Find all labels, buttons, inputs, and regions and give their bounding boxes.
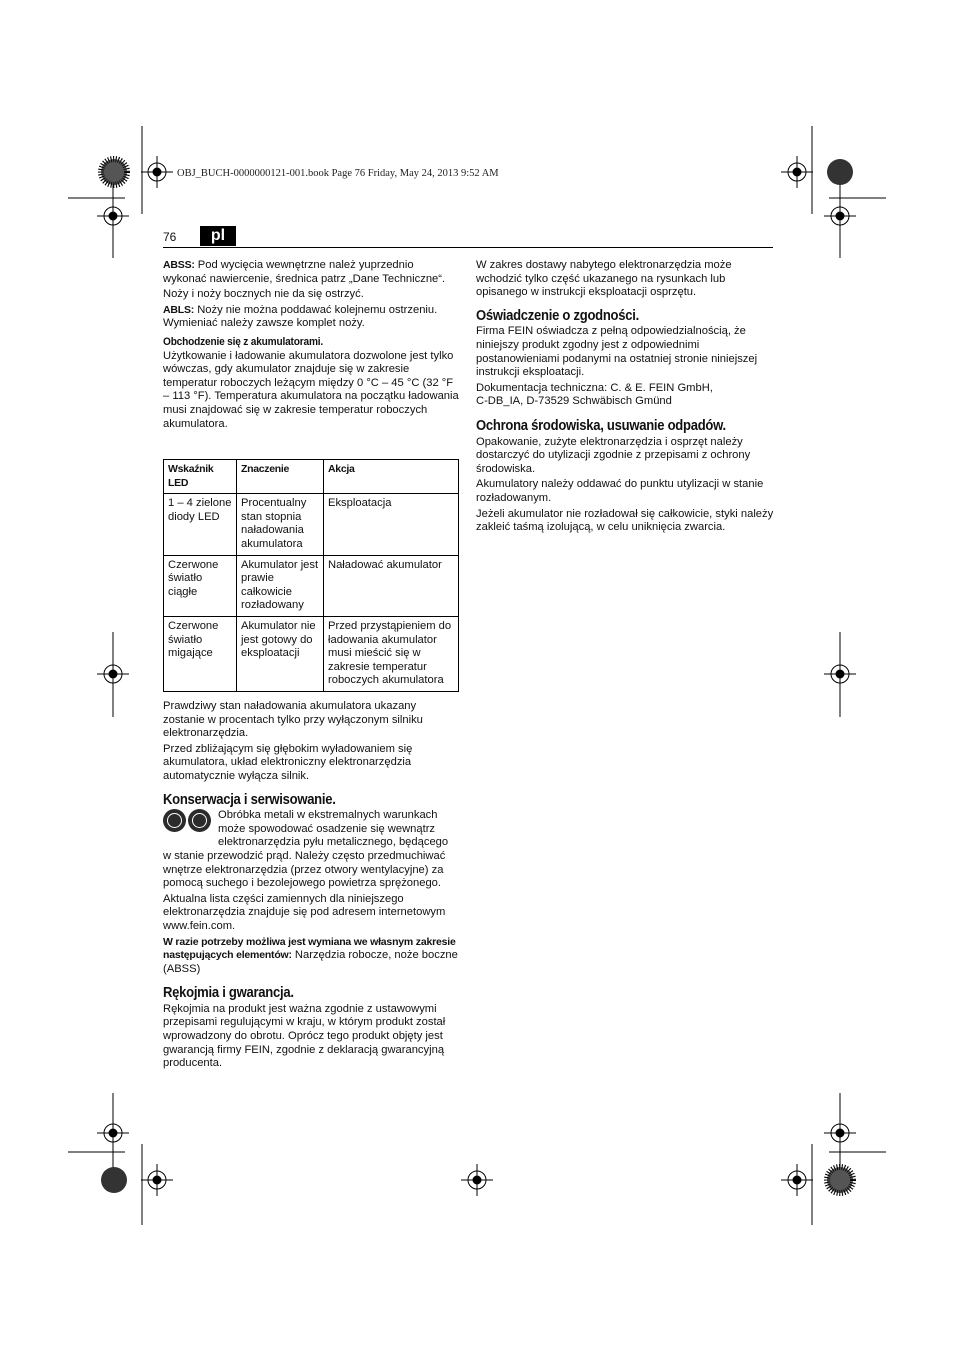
battery-paragraph: Użytkowanie i ładowanie akumulatora dozwolone jest tylko wówczas, gdy akumulator znajduje się w zakresie temperatur roboczych leżącym między 0 °C – 45 °C (32 °F – 113 °F). Temperatura akumulatora na początku ładowania musi znajdować się w zakresie temperatur roboczych akumulatora.: [163, 349, 459, 430]
table-cell: Czerwone światło migające: [164, 616, 237, 691]
abss-text: Pod wycięcia wewnętrzne należ yuprzednio wykonać nawiercenie, średnica patrz „Dane Techniczne“.: [163, 259, 446, 285]
charge-state-paragraph: Prawdziwy stan naładowania akumulatora ukazany zostanie w procentach tylko przy wyłączonym silniku elektronarzędzia.: [163, 700, 423, 740]
environment-paragraph-3: Jeżeli akumulator nie rozładował się całkowicie, styki należy zakleić taśmą izolującą, w celu uniknięcia zwarcia.: [476, 507, 774, 534]
language-tab: pl: [200, 226, 236, 246]
right-column: [476, 259, 774, 537]
header-rule: [163, 247, 773, 248]
abss-paragraph: [163, 259, 459, 286]
table-cell: Akumulator nie jest gotowy do eksploatacji: [237, 616, 324, 691]
knives-paragraph: Noży i noży bocznych nie da się ostrzyć.: [163, 288, 364, 301]
conformity-heading: Oświadczenie o zgodności.: [476, 307, 639, 324]
table-cell: Akumulator jest prawie całkowicie rozładowany: [237, 555, 324, 616]
environment-paragraph-2: Akumulatory należy oddawać do punktu utylizacji w stanie rozładowanym.: [476, 478, 764, 504]
abls-label: ABLS:: [163, 303, 195, 316]
abss-label: ABSS:: [163, 259, 195, 271]
maintenance-heading: Konserwacja i serwisowanie.: [163, 791, 336, 808]
replace-text: Narzędzia robocze, noże boczne (ABSS): [163, 949, 458, 975]
left-column-top: [163, 259, 459, 433]
table-row: [164, 555, 459, 616]
warranty-paragraph: Rękojmia na produkt jest ważna zgodnie z ustawowymi przepisami regulującymi w kraju, w którym produkt został wprowadzony do obrotu. Oprócz tego produkt objęty jest gwarancją firmy FEIN, zgodnie z deklaracją gwarancyjną producenta.: [163, 1002, 446, 1070]
file-info-line: OBJ_BUCH-0000000121-001.book Page 76 Friday, May 24, 2013 9:52 AM: [177, 168, 499, 179]
led-table: [163, 459, 459, 692]
environment-heading: Ochrona środowiska, usuwanie odpadów.: [476, 417, 726, 434]
table-cell: Naładować akumulator: [324, 555, 459, 616]
table-row: [164, 616, 459, 691]
hearing-protection-icon: [188, 809, 211, 832]
page-number: 76: [163, 230, 177, 244]
tech-doc-line-2: C-DB_IA, D-73529 Schwäbisch Gmünd: [476, 395, 672, 408]
left-column-bottom: [163, 700, 459, 1073]
column-header: Znaczenie: [237, 460, 324, 494]
maintenance-block: [163, 809, 459, 891]
deep-discharge-paragraph: Przed zbliżającym się głębokim wyładowaniem się akumulatora, układ elektroniczny elektronarzędzia automatycznie wyłącza silnik.: [163, 742, 413, 782]
warranty-heading: Rękojmia i gwarancja.: [163, 985, 294, 1002]
environment-paragraph-1: Opakowanie, zużyte elektronarzędzia i osprzęt należy dostarczyć do utylizacji zgodnie z przepisami z ochrony środowiska.: [476, 435, 751, 475]
table-cell: Procentualny stan stopnia naładowania akumulatora: [237, 494, 324, 555]
column-header: Wskaźnik LED: [164, 460, 237, 494]
table-row: [164, 494, 459, 555]
battery-heading: Obchodzenie się z akumulatorami.: [163, 335, 324, 348]
maintenance-icons: [163, 809, 218, 837]
table-cell: 1 – 4 zielone diody LED: [164, 494, 237, 555]
column-header: Akcja: [324, 460, 459, 494]
maintenance-paragraph: Obróbka metali w ekstremalnych warunkach może spowodować osadzenie się wewnątrz elektronarzędzia pyłu metalicznego, będącego w stanie przewodzić prąd. Należy często przedmuchiwać wnętrze elektronarzędzia (przez otwory wentylacyjne) za pomocą suchego i bezolejowego powietrza sprężonego.: [163, 809, 449, 890]
spare-parts-paragraph: Aktualna lista części zamiennych dla niniejszego elektronarzędzia znajduje się pod adresem internetowym www.fein.com.: [163, 892, 446, 932]
table-cell: Czerwone światło ciągłe: [164, 555, 237, 616]
abls-text: Noży nie można poddawać kolejnemu ostrzeniu. Wymieniać należy zawsze komplet noży.: [163, 303, 438, 330]
abls-paragraph: [163, 304, 459, 331]
table-cell: Eksploatacja: [324, 494, 459, 555]
replace-paragraph: [163, 936, 459, 977]
safety-goggles-icon: [163, 809, 186, 832]
conformity-paragraph: Firma FEIN oświadcza z pełną odpowiedzialnością, że niniejszy produkt zgodny jest z odpowiednimi postanowieniami podanymi na ostatniej stronie niniejszej instrukcji eksploatacji.: [476, 325, 758, 379]
delivery-paragraph: W zakres dostawy nabytego elektronarzędzia może wchodzić tylko część ukazanego na rysunkach lub opisanego w instrukcji eksploatacji osprzętu.: [476, 259, 732, 299]
table-cell: Przed przystąpieniem do ładowania akumulator musi mieścić się w zakresie temperatur roboczych akumulatora: [324, 616, 459, 691]
replace-label: W razie potrzeby możliwa jest wymiana we własnym zakresie następujących elementów:: [163, 935, 456, 962]
tech-doc-line-1: Dokumentacja techniczna: C. & E. FEIN GmbH,: [476, 381, 713, 394]
table-header-row: [164, 460, 459, 494]
